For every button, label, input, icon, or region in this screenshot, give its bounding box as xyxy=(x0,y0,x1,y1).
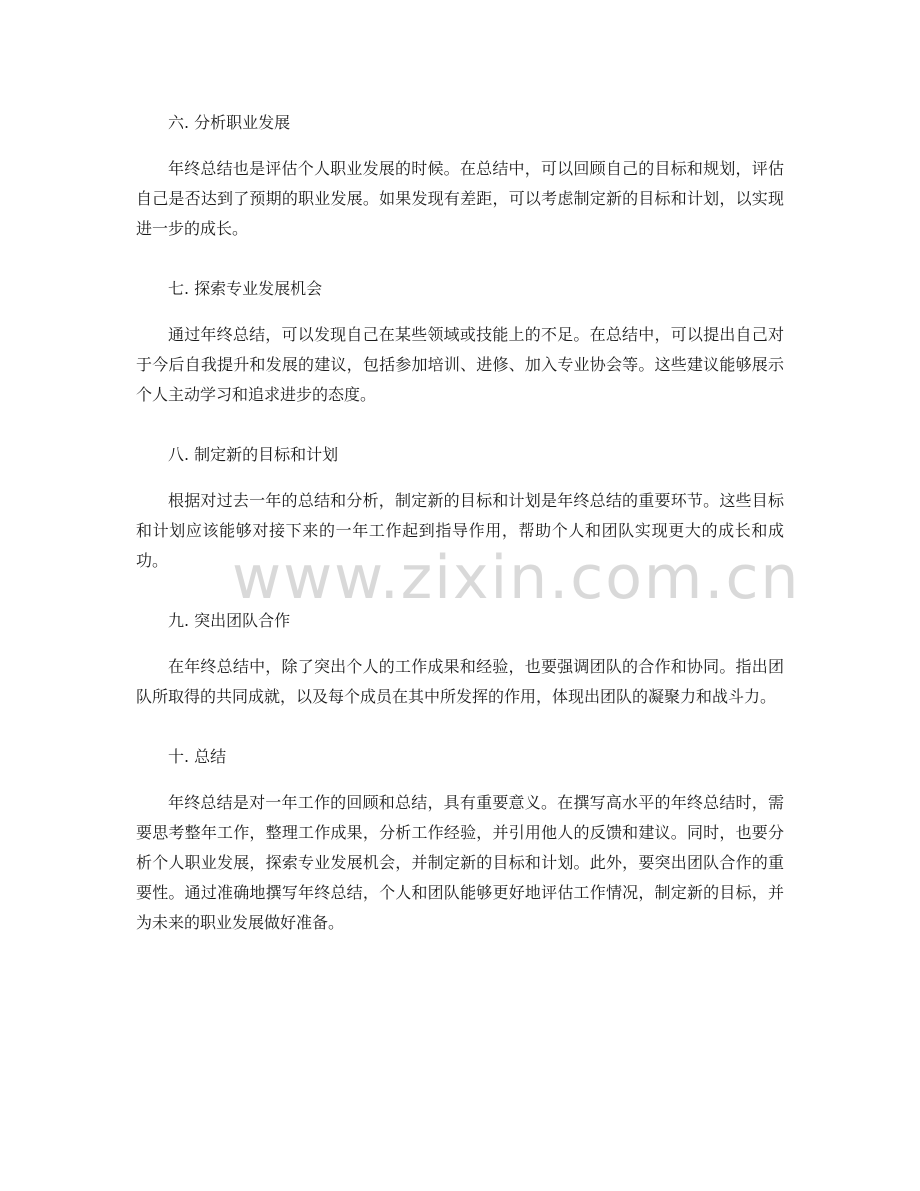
section-heading-10: 十. 总结 xyxy=(168,747,227,766)
section-body-10: 年终总结是对一年工作的回顾和总结，具有重要意义。在撰写高水平的年终总结时，需要思考整年工作，整理工作成果，分析工作经验，并引用他人的反馈和建议。同时，也要分析个人职业发展，探索专业发展机会，并制定新的目标和计划。此外，要突出团队合作的重要性。通过准确地撰写年终总结，个人和团队能够更好地评估工作情况，制定新的目标，并为未来的职业发展做好准备。 xyxy=(136,793,784,932)
section-heading-8: 八. 制定新的目标和计划 xyxy=(168,445,339,464)
section-heading-7: 七. 探索专业发展机会 xyxy=(168,279,323,298)
section-body-6: 年终总结也是评估个人职业发展的时候。在总结中，可以回顾自己的目标和规划，评估自己是否达到了预期的职业发展。如果发现有差距，可以考虑制定新的目标和计划，以实现进一步的成长。 xyxy=(136,159,784,238)
section-body-7: 通过年终总结，可以发现自己在某些领域或技能上的不足。在总结中，可以提出自己对于今后自我提升和发展的建议，包括参加培训、进修、加入专业协会等。这些建议能够展示个人主动学习和追求进步的态度。 xyxy=(136,325,784,404)
section-heading-6: 六. 分析职业发展 xyxy=(168,113,291,132)
document-content xyxy=(136,104,784,964)
section-heading-9: 九. 突出团队合作 xyxy=(168,611,291,630)
section-body-9: 在年终总结中，除了突出个人的工作成果和经验，也要强调团队的合作和协同。指出团队所取得的共同成就，以及每个成员在其中所发挥的作用，体现出团队的凝聚力和战斗力。 xyxy=(136,657,784,706)
section-body-8: 根据对过去一年的总结和分析，制定新的目标和计划是年终总结的重要环节。这些目标和计划应该能够对接下来的一年工作起到指导作用，帮助个人和团队实现更大的成长和成功。 xyxy=(136,491,784,570)
watermark-text: www.zixin.com.cn xyxy=(232,543,801,613)
